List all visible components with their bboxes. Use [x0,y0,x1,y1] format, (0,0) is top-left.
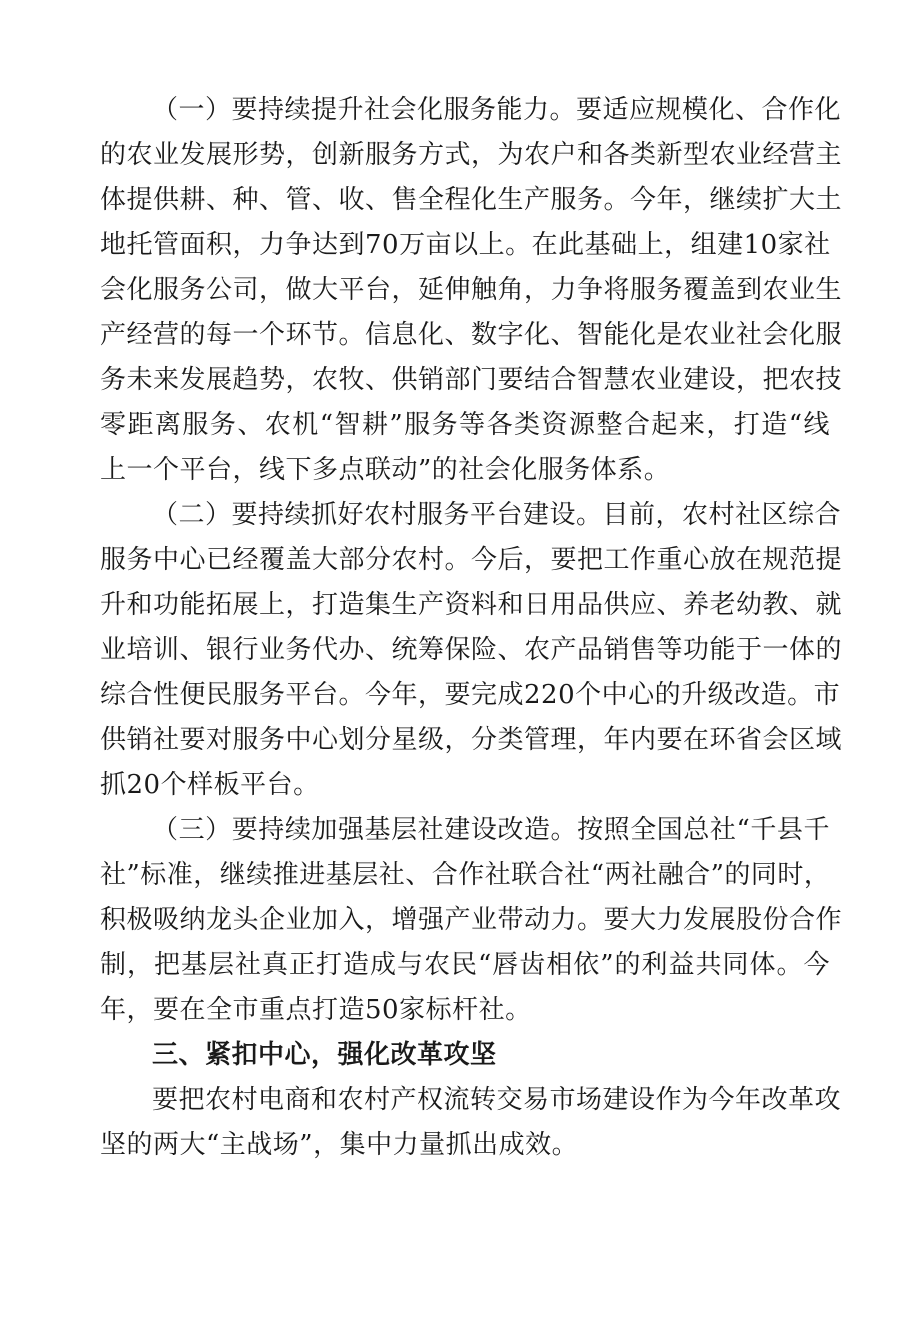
text-line: 综合性便民服务平台。今年，要完成220个中心的升级改造。市 [100,680,841,710]
paragraph-social-service [100,88,843,493]
text-line: 业培训、银行业务代办、统筹保险、农产品销售等功能于一体的 [100,635,843,665]
text-line: 供销社要对服务中心划分星级，分类管理，年内要在环省会区域 [100,725,843,755]
text-line: 积极吸纳龙头企业加入，增强产业带动力。要大力发展股份合作 [100,905,843,935]
paragraph-service-platform [100,493,843,808]
paragraph-reform [100,1078,842,1168]
text-line: 产经营的每一个环节。信息化、数字化、智能化是农业社会化服 [100,320,843,350]
text-line: 要把农村电商和农村产权流转交易市场建设作为今年改革攻 [152,1085,842,1115]
text-line: 会化服务公司，做大平台，延伸触角，力争将服务覆盖到农业生 [100,275,843,305]
text-line: 的农业发展形势，创新服务方式，为农户和各类新型农业经营主 [100,140,843,170]
text-line: （三）要持续加强基层社建设改造。按照全国总社“千县千 [152,815,830,845]
text-line: 上一个平台，线下多点联动”的社会化服务体系。 [100,455,671,485]
text-line: 年，要在全市重点打造50家标杆社。 [100,995,532,1025]
text-line: 社”标准，继续推进基层社、合作社联合社“两社融合”的同时， [100,860,831,890]
text-line: （一）要持续提升社会化服务能力。要适应规模化、合作化 [152,95,842,125]
document-body [100,88,843,1168]
text-line: 务未来发展趋势，农牧、供销部门要结合智慧农业建设，把农技 [100,365,843,395]
text-line: 升和功能拓展上，打造集生产资料和日用品供应、养老幼教、就 [100,590,843,620]
text-line: 体提供耕、种、管、收、售全程化生产服务。今年，继续扩大土 [100,185,843,215]
text-line: 制，把基层社真正打造成与农民“唇齿相依”的利益共同体。今 [100,950,830,980]
text-line: 地托管面积，力争达到70万亩以上。在此基础上，组建10家社 [100,230,831,260]
text-line: 坚的两大“主战场”，集中力量抓出成效。 [100,1130,579,1160]
section-heading: 三、紧扣中心，强化改革攻坚 [152,1040,497,1070]
text-line: （二）要持续抓好农村服务平台建设。目前，农村社区综合 [152,500,842,530]
paragraph-grassroots-coop [100,808,843,1033]
text-line: 抓20个样板平台。 [100,770,320,800]
text-line: 零距离服务、农机“智耕”服务等各类资源整合起来，打造“线 [100,410,830,440]
text-line: 服务中心已经覆盖大部分农村。今后，要把工作重心放在规范提 [100,545,843,575]
